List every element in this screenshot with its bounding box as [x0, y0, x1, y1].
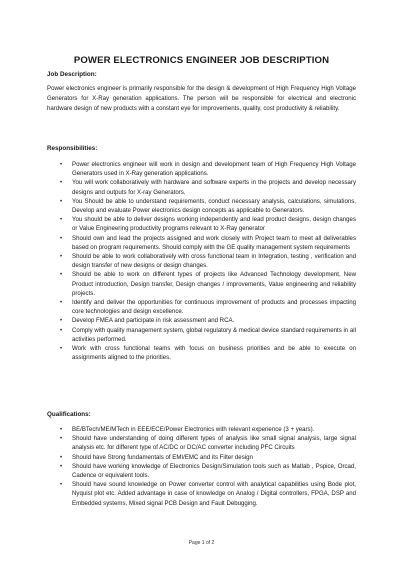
qualifications-heading: Qualifications: — [47, 411, 91, 418]
list-item: • Should be able to work on different types of projects like Advanced Technology development, New Product introduction, Design transfer, Design changes / improvements, Value engineering and reliability projects. — [47, 270, 356, 298]
qualifications-list — [47, 425, 356, 508]
list-item: • Should be able to work collaboratively with cross functional team in Integration, testing , verification and design transfer of new designs or design changes. — [47, 252, 356, 270]
list-item: • Comply with quality management system, global regulatory & medical device standard requirements in all activities performed. — [47, 326, 356, 344]
list-item: • Should have working knowledge of Electronics Design/Simulation tools such as Matlab , Pspice, Orcad, Cadence or equivalent tools. — [47, 462, 356, 480]
list-item: • You should be able to deliver designs working independently and lead product designs, design changes or Value Engineering productivity programs relevant to X-Ray generator — [47, 215, 356, 233]
list-item: • You Should be able to understand requirements, conduct necessary analysis, calculations, simulations, Develop and evaluate Power electronics design concepts as applicable to Generators. — [47, 197, 356, 215]
responsibilities-list — [47, 160, 356, 362]
list-item: • Should have Strong fundamentals of EMI/EMC and its Filter design — [47, 453, 356, 462]
list-item: • Power electronics engineer will work in design and development team of High Frequency High Voltage Generators used in X-Ray generation applications. — [47, 160, 356, 178]
list-item: • Should have sound knowledge on Power converter control with analytical capabilities using Bode plot, Nyquist plot etc. Added advantage in case of knowledge on Analog / Digital controllers, FPGA, DSP and Embedded systems, Mixed signal PCB Design and Fault Debugging. — [47, 480, 356, 508]
page-number: Page 1 of 2 — [188, 540, 215, 546]
page-title: POWER ELECTRONICS ENGINEER JOB DESCRIPTION — [73, 55, 330, 66]
job-description-text: Power electronics engineer is primarily responsible for the design & development of High Frequency High Voltage Generators for X-Ray generation applications. The person will be responsible for electrical and electronic hardware design of new products with a constant eye for improvements, quality, cost productivity & reliability. — [47, 85, 356, 112]
responsibilities-heading: Responsibilities: — [47, 145, 98, 152]
list-item: • Should own and lead the projects assigned and work closely with Project team to meet all deliverables based on program requirements. Should comply with the GE quality management system requirements — [47, 234, 356, 252]
list-item: • You will work collaboratively with hardware and software experts in the projects and develop necessary designs and outputs for X-ray Generators. — [47, 178, 356, 196]
list-item: • Identify and deliver the opportunities for continuous improvement of products and processes impacting core technologies and design excellence. — [47, 298, 356, 316]
list-item: • BE/BTech/ME/MTech in EEE/ECE/Power Electronics with relevant experience (3 + years). — [47, 425, 356, 434]
list-item: • Should have understanding of doing different types of analysis like small signal analysis, large signal analysis etc. for different type of AC/DC or DC/AC converter including PFC Circuits — [47, 434, 356, 452]
job-description-heading: Job Description: — [47, 71, 97, 78]
list-item: • Develop FMEA and participate in risk assessment and RCA. — [47, 316, 356, 325]
list-item: • Work with cross functional teams with focus on business priorities and be able to execute on assignments aligned to the priorities. — [47, 344, 356, 362]
